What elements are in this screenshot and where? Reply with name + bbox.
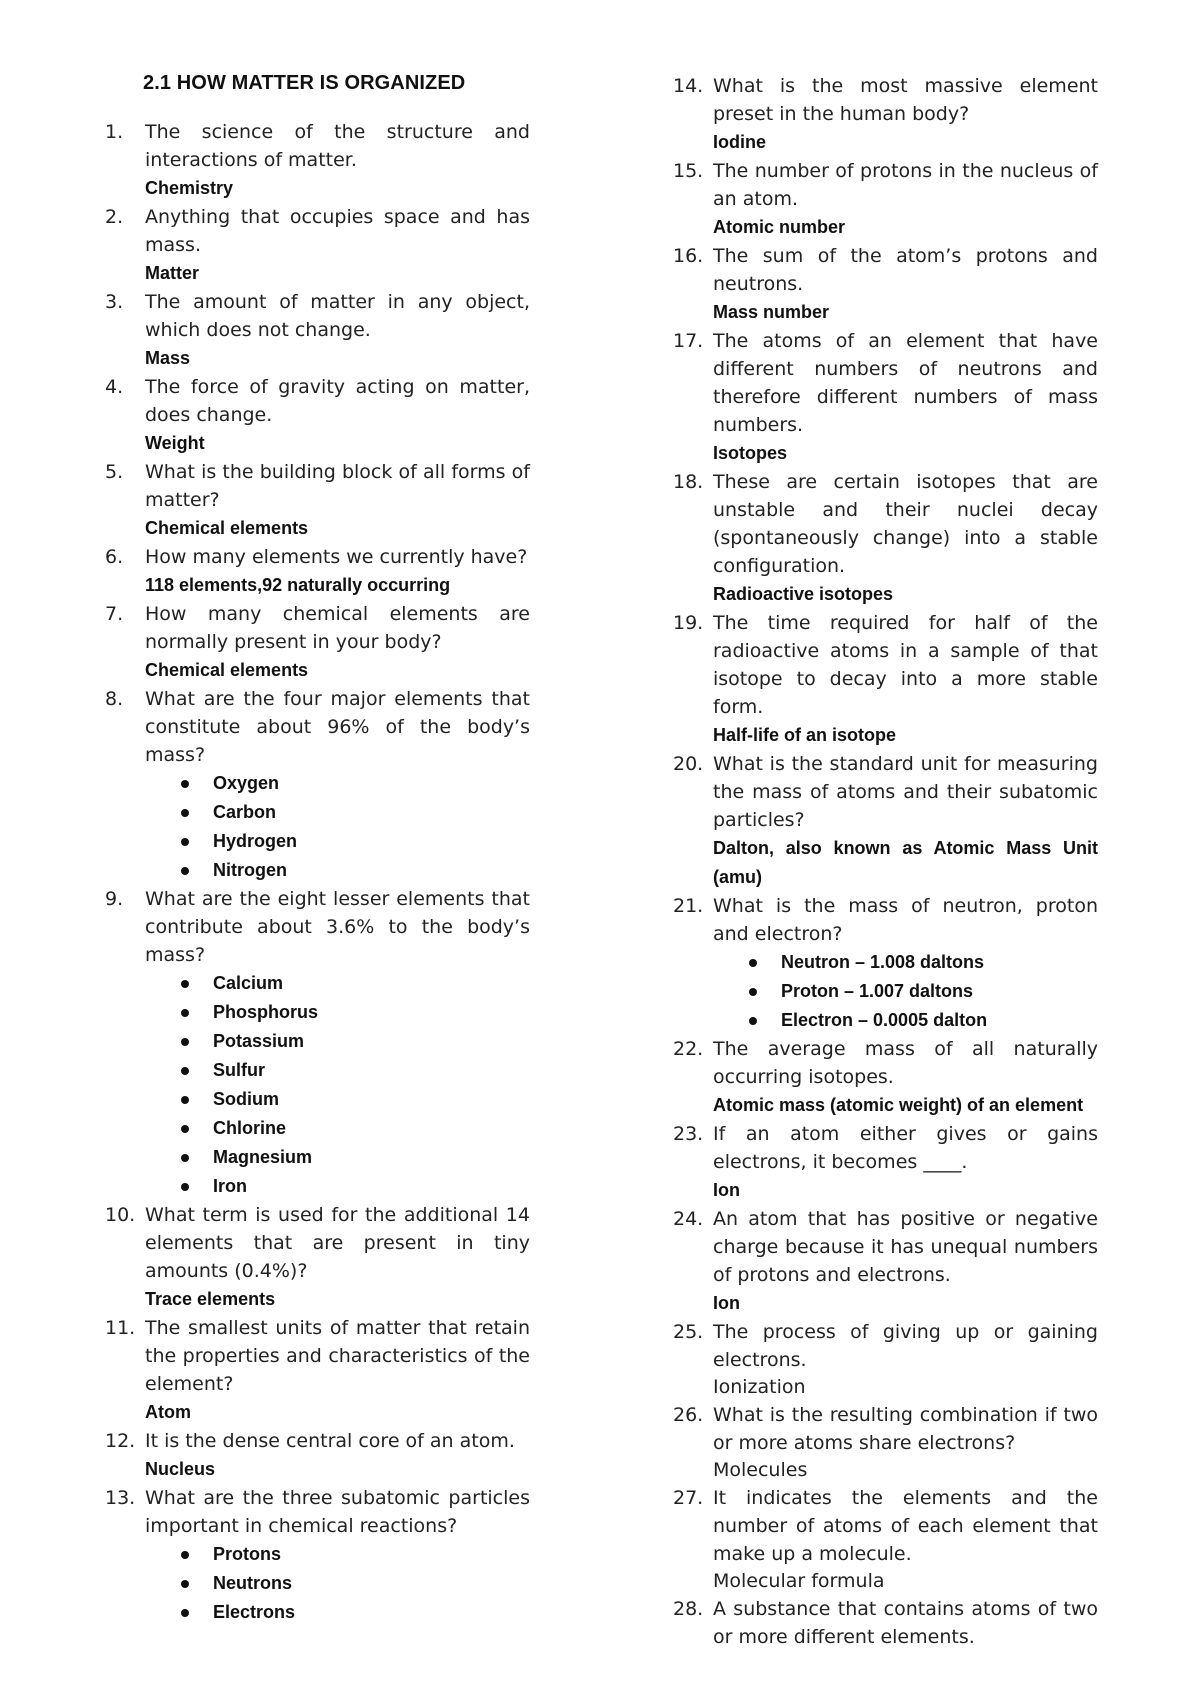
answer: Chemistry: [145, 178, 234, 198]
answer: Mass: [145, 348, 191, 368]
answer: Matter: [145, 263, 200, 283]
question-block: [673, 72, 1098, 157]
question-block: [105, 1314, 530, 1427]
question-block: [673, 1205, 1098, 1318]
question-text: The force of gravity acting on matter, does change.: [145, 376, 530, 426]
answer-list-text: Chlorine: [213, 1118, 287, 1138]
question-number: 13.: [105, 1487, 136, 1509]
question: [673, 892, 1098, 948]
question: [105, 885, 530, 969]
question-block: [673, 468, 1098, 609]
question: [673, 327, 1098, 439]
question-block: [673, 609, 1098, 750]
question-number: 5.: [105, 461, 124, 483]
left-column: [105, 118, 530, 1627]
question-block: [105, 1484, 530, 1627]
answer: Atomic mass (atomic weight) of an element: [713, 1095, 1084, 1115]
question-block: [673, 157, 1098, 242]
question: [105, 543, 530, 571]
question-number: 17.: [673, 330, 704, 352]
question-text: What is the building block of all forms of matter?: [145, 461, 530, 511]
question: [105, 1427, 530, 1455]
question-block: [673, 242, 1098, 327]
question: [673, 242, 1098, 298]
answer-list-item: [181, 769, 530, 798]
question-block: [105, 458, 530, 543]
question-number: 23.: [673, 1123, 704, 1145]
question: [105, 118, 530, 174]
answer: Iodine: [713, 132, 766, 152]
question-number: 18.: [673, 471, 704, 493]
question-block: [105, 543, 530, 600]
question-text: The process of giving up or gaining electrons.: [713, 1321, 1098, 1371]
bullet-icon: [749, 1017, 757, 1025]
question: [673, 1595, 1098, 1651]
answer-list-item: [181, 798, 530, 827]
answer-list-item: [181, 1540, 530, 1569]
answer: Weight: [145, 433, 205, 453]
answer-list-text: Hydrogen: [213, 831, 298, 851]
question-text: The atoms of an element that have different numbers of neutrons and therefore different numbers of mass numbers.: [713, 330, 1098, 436]
answer-list-text: Carbon: [213, 802, 276, 822]
question: [673, 609, 1098, 721]
answer: Trace elements: [145, 1289, 276, 1309]
answer-list-text: Nitrogen: [213, 860, 287, 880]
answer-list-text: Phosphorus: [213, 1002, 319, 1022]
question-block: [673, 1595, 1098, 1651]
answer-list: [105, 969, 530, 1201]
bullet-icon: [749, 988, 757, 996]
question-number: 22.: [673, 1038, 704, 1060]
answer: Radioactive isotopes: [713, 584, 894, 604]
answer-list-text: Calcium: [213, 973, 284, 993]
bullet-icon: [181, 838, 189, 846]
answer: Nucleus: [145, 1459, 216, 1479]
answer-list-text: Electron – 0.0005 dalton: [781, 1010, 988, 1030]
question-number: 27.: [673, 1487, 704, 1509]
bullet-icon: [181, 1009, 189, 1017]
bullet-icon: [181, 1096, 189, 1104]
question-number: 14.: [673, 75, 704, 97]
question-number: 19.: [673, 612, 704, 634]
question-block: [673, 1035, 1098, 1120]
question-text: It indicates the elements and the number of atoms of each element that make up a molecule.: [713, 1487, 1098, 1565]
question-text: It is the dense central core of an atom.: [145, 1430, 515, 1452]
question-text: What is the standard unit for measuring the mass of atoms and their subatomic particles?: [713, 753, 1098, 831]
answer: Molecular formula: [713, 1570, 885, 1592]
answer-list-text: Sulfur: [213, 1060, 265, 1080]
question-block: [673, 892, 1098, 1035]
question-number: 24.: [673, 1208, 704, 1230]
question-block: [105, 203, 530, 288]
question-text: What is the mass of neutron, proton and electron?: [713, 895, 1098, 945]
question-block: [105, 685, 530, 885]
answer: Chemical elements: [145, 660, 309, 680]
question: [673, 72, 1098, 128]
bullet-icon: [181, 809, 189, 817]
answer-list-text: Iron: [213, 1176, 247, 1196]
answer-list-text: Neutron – 1.008 daltons: [781, 952, 985, 972]
question-text: A substance that contains atoms of two or more different elements.: [713, 1598, 1098, 1648]
answer-list: [105, 1540, 530, 1627]
answer-list-item: [181, 1056, 530, 1085]
question: [673, 1401, 1098, 1457]
question-text: What is the most massive element preset in the human body?: [713, 75, 1098, 125]
question: [673, 750, 1098, 834]
answer-list-item: [181, 1598, 530, 1627]
question-block: [673, 1120, 1098, 1205]
question-number: 26.: [673, 1404, 704, 1426]
answer: Atom: [145, 1402, 191, 1422]
question-number: 4.: [105, 376, 124, 398]
page-title: 2.1 HOW MATTER IS ORGANIZED: [143, 72, 466, 94]
answer: Isotopes: [713, 443, 788, 463]
answer-list-text: Sodium: [213, 1089, 279, 1109]
answer-list-text: Proton – 1.007 daltons: [781, 981, 974, 1001]
bullet-icon: [181, 980, 189, 988]
answer-list-text: Electrons: [213, 1602, 296, 1622]
question: [105, 1314, 530, 1398]
question-block: [105, 1427, 530, 1484]
question-text: The smallest units of matter that retain the properties and characteristics of the element?: [145, 1317, 530, 1395]
question-block: [105, 1201, 530, 1314]
question-block: [105, 373, 530, 458]
bullet-icon: [181, 1609, 189, 1617]
question-text: The time required for half of the radioactive atoms in a sample of that isotope to decay into a more stable form.: [713, 612, 1098, 718]
right-column: [673, 72, 1098, 1651]
bullet-icon: [181, 780, 189, 788]
answer-list-item: [181, 856, 530, 885]
question-number: 20.: [673, 753, 704, 775]
answer-list-text: Magnesium: [213, 1147, 313, 1167]
question-number: 21.: [673, 895, 704, 917]
bullet-icon: [181, 1154, 189, 1162]
answer: Molecules: [713, 1459, 808, 1481]
answer-list-item: [181, 1172, 530, 1201]
question-number: 2.: [105, 206, 124, 228]
answer-list-item: [749, 1006, 1098, 1035]
question: [673, 468, 1098, 580]
question-block: [105, 600, 530, 685]
question: [105, 203, 530, 259]
question: [105, 373, 530, 429]
question-block: [673, 1401, 1098, 1484]
question: [105, 458, 530, 514]
question-text: The sum of the atom’s protons and neutrons.: [713, 245, 1098, 295]
question-number: 15.: [673, 160, 704, 182]
question-number: 9.: [105, 888, 124, 910]
answer: Mass number: [713, 302, 830, 322]
question: [105, 1201, 530, 1285]
question-number: 12.: [105, 1430, 136, 1452]
answer: 118 elements,92 naturally occurring: [145, 575, 451, 595]
question: [105, 1484, 530, 1540]
question-number: 3.: [105, 291, 124, 313]
bullet-icon: [749, 959, 757, 967]
question-number: 25.: [673, 1321, 704, 1343]
answer-list-item: [181, 1027, 530, 1056]
question-text: The number of protons in the nucleus of an atom.: [713, 160, 1098, 210]
question-number: 1.: [105, 121, 124, 143]
bullet-icon: [181, 867, 189, 875]
question-text: An atom that has positive or negative charge because it has unequal numbers of protons and electrons.: [713, 1208, 1098, 1286]
question-number: 8.: [105, 688, 124, 710]
question-text: How many elements we currently have?: [145, 546, 528, 568]
question-number: 6.: [105, 546, 124, 568]
bullet-icon: [181, 1038, 189, 1046]
question-block: [105, 288, 530, 373]
question-block: [673, 1484, 1098, 1595]
bullet-icon: [181, 1067, 189, 1075]
question: [105, 600, 530, 656]
answer-list: [105, 769, 530, 885]
question: [673, 157, 1098, 213]
answer: Ion: [713, 1180, 740, 1200]
question-block: [105, 118, 530, 203]
answer: Atomic number: [713, 217, 846, 237]
answer-list-item: [749, 948, 1098, 977]
question-block: [673, 750, 1098, 892]
question: [673, 1205, 1098, 1289]
question-number: 7.: [105, 603, 124, 625]
question: [105, 288, 530, 344]
question-text: What term is used for the additional 14 elements that are present in tiny amounts (0.4%)?: [145, 1204, 530, 1282]
question-number: 11.: [105, 1317, 136, 1339]
question: [673, 1035, 1098, 1091]
question-text: These are certain isotopes that are unstable and their nuclei decay (spontaneously change) into a stable configuration.: [713, 471, 1098, 577]
question: [673, 1484, 1098, 1568]
answer: Ionization: [713, 1376, 806, 1398]
bullet-icon: [181, 1183, 189, 1191]
answer-list-text: Oxygen: [213, 773, 280, 793]
answer-list-item: [181, 827, 530, 856]
question-text: What is the resulting combination if two or more atoms share electrons?: [713, 1404, 1098, 1454]
answer-list-item: [749, 977, 1098, 1006]
answer-list-item: [181, 1114, 530, 1143]
answer-list-item: [181, 998, 530, 1027]
question-number: 16.: [673, 245, 704, 267]
question-block: [673, 1318, 1098, 1401]
answer-list: [673, 948, 1098, 1035]
answer-list-item: [181, 1143, 530, 1172]
question: [105, 685, 530, 769]
question-text: The average mass of all naturally occurring isotopes.: [713, 1038, 1098, 1088]
question-number: 28.: [673, 1598, 704, 1620]
answer-list-item: [181, 1085, 530, 1114]
question: [673, 1318, 1098, 1374]
question-text: What are the three subatomic particles important in chemical reactions?: [145, 1487, 530, 1537]
answer-list-text: Protons: [213, 1544, 282, 1564]
question-text: The science of the structure and interactions of matter.: [145, 121, 530, 171]
bullet-icon: [181, 1580, 189, 1588]
answer: Dalton, also known as Atomic Mass Unit (amu): [713, 838, 1098, 887]
question-block: [673, 327, 1098, 468]
question-text: If an atom either gives or gains electrons, it becomes ____.: [713, 1123, 1098, 1173]
answer-list-text: Potassium: [213, 1031, 305, 1051]
question-block: [105, 885, 530, 1201]
question-text: What are the eight lesser elements that contribute about 3.6% to the body’s mass?: [145, 888, 530, 966]
answer: Half-life of an isotope: [713, 725, 897, 745]
answer: Ion: [713, 1293, 740, 1313]
question: [673, 1120, 1098, 1176]
answer-list-item: [181, 969, 530, 998]
question-text: Anything that occupies space and has mass.: [145, 206, 530, 256]
answer-list-item: [181, 1569, 530, 1598]
bullet-icon: [181, 1551, 189, 1559]
question-text: What are the four major elements that constitute about 96% of the body’s mass?: [145, 688, 530, 766]
answer: Chemical elements: [145, 518, 309, 538]
question-number: 10.: [105, 1204, 136, 1226]
bullet-icon: [181, 1125, 189, 1133]
answer-list-text: Neutrons: [213, 1573, 293, 1593]
question-text: The amount of matter in any object, which does not change.: [145, 291, 530, 341]
question-text: How many chemical elements are normally present in your body?: [145, 603, 530, 653]
